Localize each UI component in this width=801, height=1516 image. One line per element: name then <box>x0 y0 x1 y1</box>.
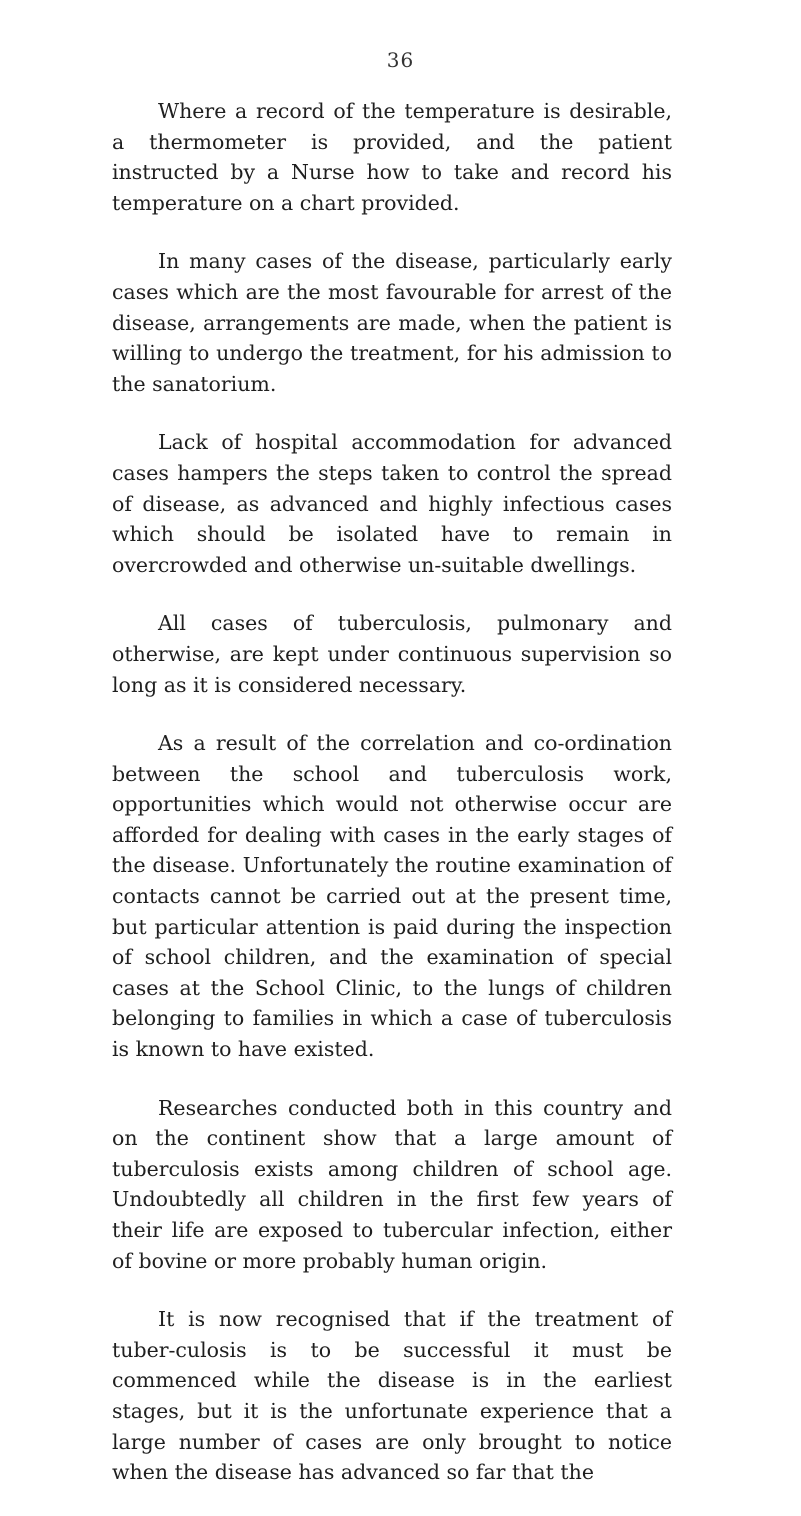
paragraph-hospital-accommodation: Lack of hospital accommodation for advanced cases hampers the steps taken to control the spread of disease, as advanced and highly infectious cases which should be isolated have to remain in overcrowded and otherwise un-suitable dwellings. <box>112 430 672 577</box>
paragraph-early-treatment: It is now recognised that if the treatment of tuber-culosis is to be successful it must be commenced while the disease is in the earliest stages, but it is the unfortunate experience that a large number of cases are only brought to notice when the disease has advanced so far that the <box>112 1307 672 1485</box>
body-text <box>112 96 672 1516</box>
paragraph-continuous-supervision: All cases of tuberculosis, pulmonary and otherwise, are kept under continuous supervision so long as it is considered necessary. <box>112 611 672 697</box>
paragraph-researches: Researches conducted both in this country and on the continent show that a large amount of tuberculosis exists among children of school age. Undoubtedly all children in the first few years of their life are exposed to tubercular infection, either of bovine or more probably human origin. <box>112 1095 672 1273</box>
paragraph-sanatorium-admission: In many cases of the disease, particularly early cases which are the most favourable for arrest of the disease, arrangements are made, when the patient is willing to undergo the treatment, for his admission to the sanatorium. <box>112 249 672 396</box>
paragraph-school-correlation: As a result of the correlation and co-ordination between the school and tuberculosis work, opportunities which would not otherwise occur are afforded for dealing with cases in the early stages of the disease. Unfortunately the routine examination of contacts cannot be carried out at the present time, but particular attention is paid during the inspection of school children, and the examination of special cases at the School Clinic, to the lungs of children belonging to families in which a case of tuberculosis is known to have existed. <box>112 731 672 1062</box>
paragraph-temperature-record: Where a record of the temperature is desirable, a thermometer is provided, and the patient instructed by a Nurse how to take and record his temperature on a chart provided. <box>112 99 672 215</box>
page-number: 36 <box>386 48 415 72</box>
